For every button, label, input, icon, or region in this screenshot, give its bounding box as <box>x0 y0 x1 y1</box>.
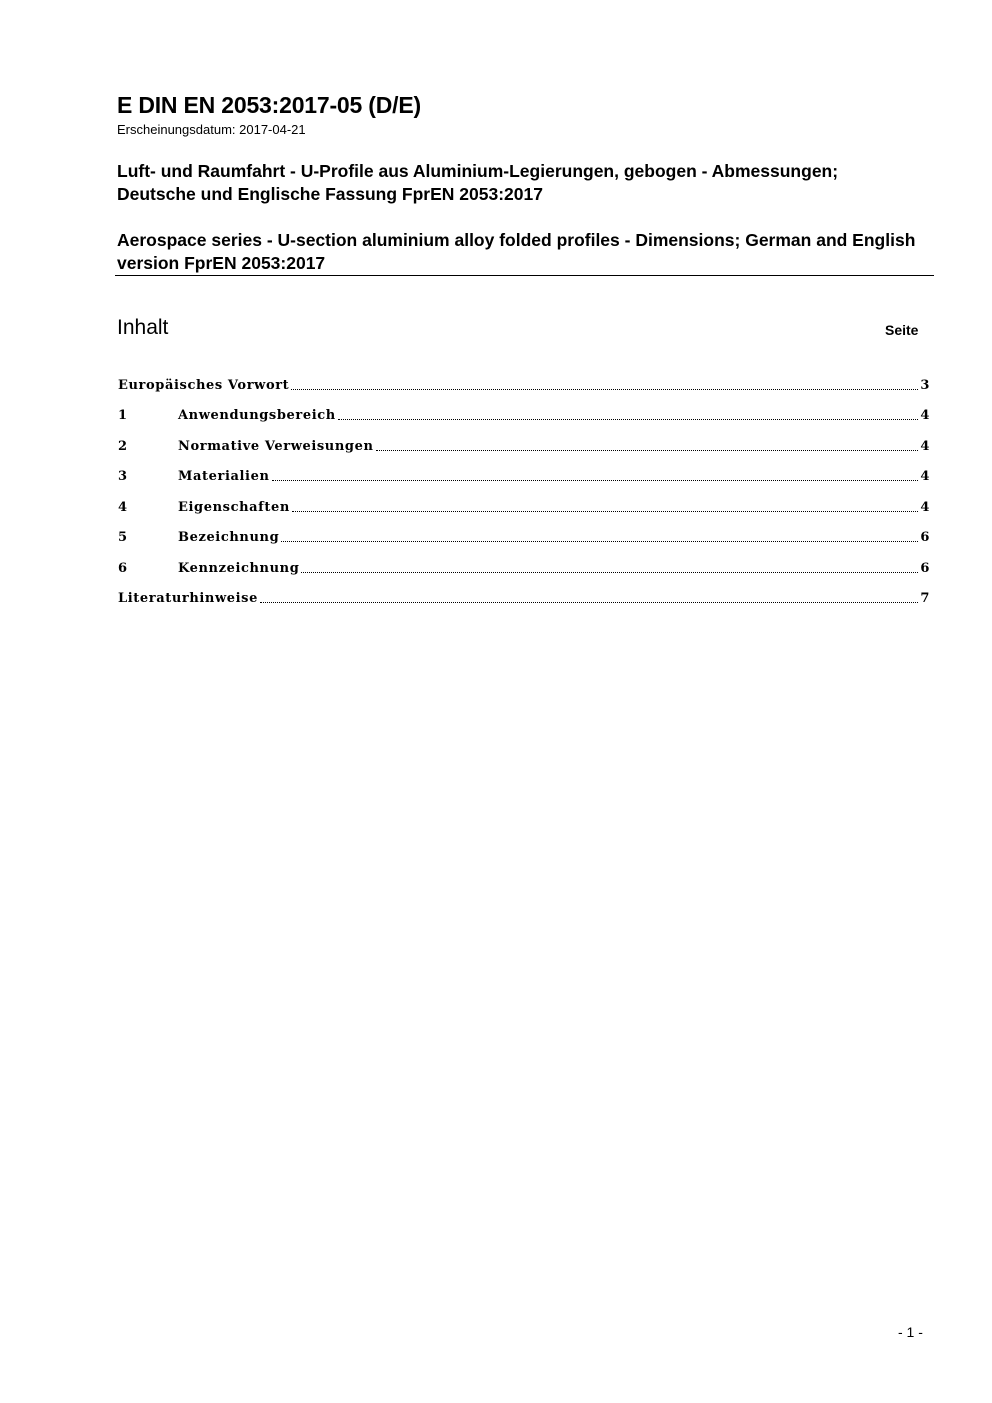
toc-entry-page: 4 <box>920 438 930 454</box>
toc-entry-number: 3 <box>118 469 128 485</box>
header-divider <box>115 275 934 276</box>
toc-entry-number: 6 <box>118 560 128 576</box>
toc-entry-page: 7 <box>920 591 930 607</box>
toc-leader-dots <box>281 541 918 542</box>
toc-entry-marking[interactable] <box>118 553 930 584</box>
title-english: Aerospace series - U-section aluminium alloy folded profiles - Dimensions; German and English version FprEN 2053:2017 <box>117 230 916 273</box>
toc-entry-page: 4 <box>920 469 930 485</box>
toc-leader-dots <box>272 480 919 481</box>
toc-entry-page: 3 <box>920 377 930 393</box>
toc-entry-page: 6 <box>920 560 930 576</box>
toc-leader-dots <box>376 450 919 451</box>
toc-entry-normative-references[interactable] <box>118 431 930 462</box>
toc-entry-number: 5 <box>118 530 128 546</box>
toc-entry-title: Anwendungsbereich <box>178 408 336 424</box>
toc-entry-designation[interactable] <box>118 523 930 554</box>
toc-leader-dots <box>292 511 918 512</box>
toc-leader-dots <box>260 602 918 603</box>
toc-entry-page: 4 <box>920 408 930 424</box>
toc-entry-properties[interactable] <box>118 492 930 523</box>
toc-leader-dots <box>301 572 918 573</box>
title-german: Luft- und Raumfahrt - U-Profile aus Aluminium-Legierungen, gebogen - Abmessungen; Deutsche und Englische Fassung FprEN 2053:2017 <box>117 161 839 204</box>
toc-page-column-label: Seite <box>885 322 919 338</box>
toc-entry-bibliography[interactable] <box>118 584 930 615</box>
toc-entry-materials[interactable] <box>118 462 930 493</box>
publication-date: Erscheinungsdatum: 2017-04-21 <box>117 122 306 137</box>
toc-entry-scope[interactable] <box>118 401 930 432</box>
toc-entry-title: Materialien <box>178 469 270 485</box>
toc-entry-title: Literaturhinweise <box>118 591 258 607</box>
toc-heading: Inhalt <box>117 316 169 339</box>
toc-leader-dots <box>291 389 918 390</box>
table-of-contents <box>118 370 930 614</box>
footer-page-number: - 1 - <box>898 1324 923 1340</box>
toc-entry-number: 1 <box>118 408 128 424</box>
document-id: E DIN EN 2053:2017-05 (D/E) <box>117 92 421 118</box>
toc-entry-title: Europäisches Vorwort <box>118 377 290 393</box>
toc-entry-number: 4 <box>118 499 128 515</box>
toc-entry-number: 2 <box>118 438 128 454</box>
toc-entry-page: 6 <box>920 530 930 546</box>
toc-entry-title: Kennzeichnung <box>178 560 300 576</box>
toc-entry-title: Normative Verweisungen <box>178 438 374 454</box>
toc-leader-dots <box>338 419 919 420</box>
toc-entry-title: Eigenschaften <box>178 499 290 515</box>
toc-entry-title: Bezeichnung <box>178 530 280 546</box>
toc-entry-european-foreword[interactable] <box>118 370 930 401</box>
toc-entry-page: 4 <box>920 499 930 515</box>
